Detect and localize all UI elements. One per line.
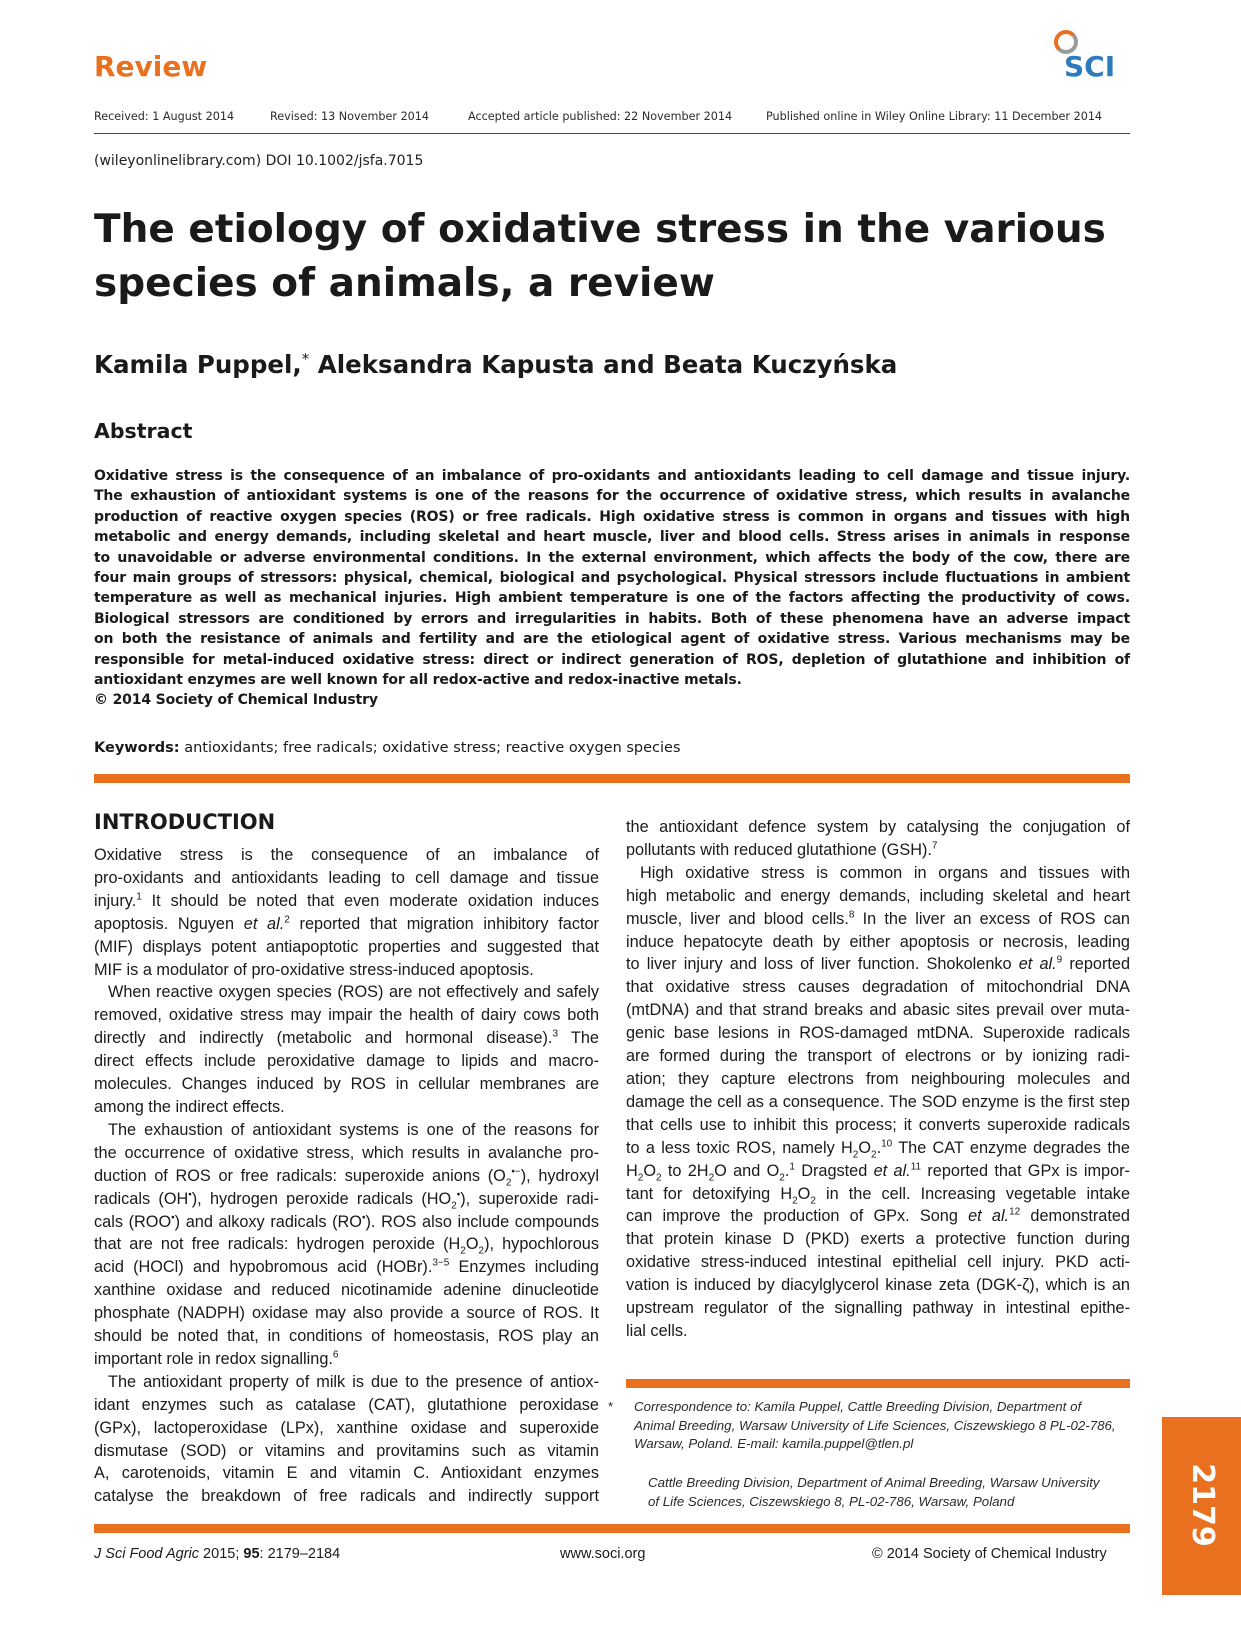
body-text-line: $H_2O_2$ to $2H_2O$ and $O_2.^1$ Dragsted et al.$^{11}$ reported that GPx is impor- xyxy=(626,1161,1130,1183)
body-text-line: The exhaustion of antioxidant systems is one of the reasons for xyxy=(108,1120,599,1139)
body-text-line: phosphate (NADPH) oxidase may also provide a source of ROS. It xyxy=(94,1304,599,1323)
body-text-line: among the indirect effects. xyxy=(94,1097,285,1116)
body-text-line: to liver injury and loss of liver function. Shokolenko et al.$^9$ reported xyxy=(626,955,1130,974)
body-text-line: the antioxidant defence system by catalysing the conjugation of xyxy=(626,818,1130,836)
journal-website[interactable]: www.soci.org xyxy=(560,1546,646,1562)
body-text-line: high metabolic and energy demands, including skeletal and heart xyxy=(626,886,1130,905)
journal-name: J Sci Food Agric xyxy=(94,1546,200,1562)
sci-logo-text: SCI xyxy=(1064,50,1116,83)
journal-volume: 95 xyxy=(243,1546,260,1562)
body-text-line: vation is induced by diacylglycerol kinase zeta (DGK-ζ), which is an xyxy=(626,1276,1130,1295)
abstract-line: on both the resistance of animals and fertility and are the etiological agent of oxidative stress. Various mechanisms may be xyxy=(94,631,1130,648)
body-text-line: damage the cell as a consequence. The SOD enzyme is the first step xyxy=(626,1092,1130,1111)
abstract-line: The exhaustion of antioxidant systems is one of the reasons for the occurrence of oxidative stress, which results in avalanche xyxy=(94,488,1130,505)
correspondence-line: Correspondence to: Kamila Puppel, Cattle Breeding Division, Department of xyxy=(634,1399,1082,1414)
correspondence-line: Warsaw, Poland. E-mail: kamila.puppel@tlen.pl xyxy=(634,1436,914,1452)
body-text-line: should be noted that, in conditions of homeostasis, ROS play an xyxy=(94,1327,599,1346)
abstract-body xyxy=(94,466,1130,711)
footer-copyright: © 2014 Society of Chemical Industry xyxy=(872,1546,1107,1562)
abstract-line: antioxidant enzymes are well known for all redox-active and redox-inactive metals. xyxy=(94,672,742,689)
body-text-line: When reactive oxygen species (ROS) are not effectively and safely xyxy=(108,983,599,1002)
body-text-line: (mtDNA) and that strand breaks and abasic sites prevail over muta- xyxy=(626,1001,1130,1020)
keywords-list: antioxidants; free radicals; oxidative stress; reactive oxygen species xyxy=(179,740,681,756)
correspondence-line: Animal Breeding, Warsaw University of Life Sciences, Ciszewskiego 8 PL-02-786, xyxy=(634,1417,1116,1433)
body-text-line: duction of ROS or free radicals: superoxide anions $(O_2^{•-})$, hydroxyl xyxy=(94,1166,599,1188)
body-text-line: idant enzymes such as catalase (CAT), glutathione peroxidase xyxy=(94,1395,599,1414)
body-text-line: ation; they capture electrons from neighbouring molecules and xyxy=(626,1069,1130,1088)
body-text-line: A, carotenoids, vitamin E and vitamin C. Antioxidant enzymes xyxy=(94,1464,599,1483)
abstract-line: Oxidative stress is the consequence of an imbalance of pro-oxidants and antioxidants leading to cell damage and tissue injury. xyxy=(94,468,1130,484)
right-column-body xyxy=(626,816,1130,1343)
body-text-line: genic base lesions in ROS-damaged mtDNA. Superoxide radicals xyxy=(626,1024,1130,1043)
sci-logo xyxy=(1050,28,1130,86)
body-text-line: lial cells. xyxy=(626,1321,688,1340)
title-line-1: The etiology of oxidative stress in the various xyxy=(94,207,1106,252)
body-text-line: injury.$^1$ It should be noted that even moderate oxidation induces xyxy=(94,891,599,910)
body-text-line: (MIF) displays potent antiapoptotic properties and suggested that xyxy=(94,937,599,956)
keywords-label: Keywords: xyxy=(94,740,180,756)
abstract-line: Biological stressors are conditioned by errors and irregularities in habits. Both of these phenomena have an adverse impact xyxy=(94,610,1130,627)
body-text-line: removed, oxidative stress may impair the health of dairy cows both xyxy=(94,1006,599,1025)
revised-date: Revised: 13 November 2014 xyxy=(270,110,430,123)
body-text-line: xanthine oxidase and reduced nicotinamide adenine dinucleotide xyxy=(94,1281,599,1300)
section-label: Review xyxy=(94,50,208,83)
body-text-line: pro-oxidants and antioxidants leading to cell damage and tissue xyxy=(94,868,599,887)
affiliation-note xyxy=(648,1474,1128,1511)
abstract-line: temperature as well as mechanical injuries. High ambient temperature is one of the factors affecting the productivity of cows. xyxy=(94,590,1130,607)
journal-citation xyxy=(94,1546,340,1562)
introduction-heading: INTRODUCTION xyxy=(94,810,276,834)
doi: (wileyonlinelibrary.com) DOI 10.1002/jsfa.7015 xyxy=(94,153,424,169)
header-divider xyxy=(94,133,1130,134)
journal-pages: : 2179–2184 xyxy=(259,1546,341,1562)
body-text-line: directly and indirectly (metabolic and hormonal disease).$^3$ The xyxy=(94,1028,599,1048)
body-text-line: catalyse the breakdown of free radicals and indirectly support xyxy=(94,1487,599,1506)
body-text-line: dismutase (SOD) or vitamins and provitamins such as vitamin xyxy=(94,1441,599,1460)
body-text-line: that are not free radicals: hydrogen peroxide $(H_2O_2)$, hypochlorous xyxy=(94,1235,599,1257)
affiliation-line: Cattle Breeding Division, Department of Animal Breeding, Warsaw University xyxy=(648,1475,1100,1490)
published-date: Published online in Wiley Online Library: 11 December 2014 xyxy=(766,110,1103,123)
abstract-line: metabolic and energy demands, including skeletal and heart muscle, liver and blood cells. Stress arises in animals in response xyxy=(94,529,1130,546)
left-column-body xyxy=(94,844,599,1508)
footnote-star: * xyxy=(608,1399,614,1414)
body-text-line: molecules. Changes induced by ROS in cellular membranes are xyxy=(94,1075,599,1094)
author-1: Kamila Puppel, xyxy=(94,350,302,380)
footnote-divider-bar xyxy=(626,1379,1130,1388)
body-text-line: tant for detoxifying $H_2O_2$ in the cell. Increasing vegetable intake xyxy=(626,1184,1130,1206)
accepted-date: Accepted article published: 22 November 2014 xyxy=(468,110,733,123)
body-text-line: pollutants with reduced glutathione (GSH).$^7$ xyxy=(626,840,938,859)
body-text-line: important role in redox signalling.$^6$ xyxy=(94,1349,339,1368)
body-text-line: Oxidative stress is the consequence of an imbalance of xyxy=(94,846,599,864)
body-text-line: radicals (OH•), hydrogen peroxide radicals $(HO_2^•)$, superoxide radi- xyxy=(94,1189,599,1211)
body-text-line: cals (ROO•) and alkoxy radicals (RO•). ROS also include compounds xyxy=(94,1212,599,1231)
body-text-line: High oxidative stress is common in organs and tissues with xyxy=(640,863,1130,882)
footer-divider-bar xyxy=(94,1524,1130,1533)
keywords xyxy=(94,740,681,756)
copyright-line: © 2014 Society of Chemical Industry xyxy=(94,692,378,709)
author-others: Aleksandra Kapusta and Beata Kuczyńska xyxy=(309,350,898,380)
body-text-line: are formed during the transport of electrons or by ionizing radi- xyxy=(626,1047,1130,1066)
page-number: 2179 xyxy=(1185,1463,1221,1547)
abstract-line: responsible for metal-induced oxidative stress: direct or indirect generation of ROS, depletion of glutathione and inhibition of xyxy=(94,651,1130,668)
received-date: Received: 1 August 2014 xyxy=(94,110,235,123)
body-text-line: acid (HOCl) and hypobromous acid (HOBr).$^{3-5}$ Enzymes including xyxy=(94,1257,599,1277)
corresponding-author-mark: * xyxy=(301,350,310,368)
body-text-line: that cells use to inhibit this process; it converts superoxide radicals xyxy=(626,1115,1130,1134)
body-text-line: direct effects include peroxidative damage to lipids and macro- xyxy=(94,1052,599,1071)
authors xyxy=(94,350,897,379)
body-text-line: that protein kinase D (PKD) exerts a protective function during xyxy=(626,1230,1130,1249)
body-text-line: the occurrence of oxidative stress, which results in avalanche pro- xyxy=(94,1143,599,1162)
body-text-line: oxidative stress-induced intestinal epithelial cell injury. PKD acti- xyxy=(626,1253,1130,1272)
journal-year: 2015; xyxy=(199,1546,244,1562)
body-text-line: to a less toxic ROS, namely $H_2O_2.^{10}$ The CAT enzyme degrades the xyxy=(626,1138,1130,1160)
abstract-line: four main groups of stressors: physical, chemical, biological and psychological. Physical stressors include fluctuations in ambient xyxy=(94,570,1130,587)
abstract-line: to unavoidable or adverse environmental conditions. In the external environment, which affects the body of the cow, there are xyxy=(94,549,1130,566)
body-text-line: (GPx), lactoperoxidase (LPx), xanthine oxidase and superoxide xyxy=(94,1418,599,1437)
title-line-2: species of animals, a review xyxy=(94,261,715,306)
body-text-line: The antioxidant property of milk is due to the presence of antiox- xyxy=(108,1372,599,1391)
body-text-line: muscle, liver and blood cells.$^8$ In the liver an excess of ROS can xyxy=(626,909,1130,928)
abstract-divider-bar xyxy=(94,774,1130,783)
body-text-line: MIF is a modulator of pro-oxidative stress-induced apoptosis. xyxy=(94,960,534,979)
body-text-line: apoptosis. Nguyen et al.$^2$ reported that migration inhibitory factor xyxy=(94,914,599,933)
correspondence-note xyxy=(608,1398,1128,1454)
body-text-line: can improve the production of GPx. Song et al.$^{12}$ demonstrated xyxy=(626,1206,1130,1226)
article-title xyxy=(94,203,1134,311)
body-text-line: upstream regulator of the signalling pathway in intestinal epithe- xyxy=(626,1299,1130,1318)
affiliation-line: of Life Sciences, Ciszewskiego 8, PL-02-786, Warsaw, Poland xyxy=(648,1493,1015,1509)
body-text-line: that oxidative stress causes degradation of mitochondrial DNA xyxy=(626,978,1130,997)
abstract-line: production of reactive oxygen species (ROS) or free radicals. High oxidative stress is common in organs and tissues with high xyxy=(94,508,1130,525)
body-text-line: induce hepatocyte death by either apoptosis or necrosis, leading xyxy=(626,932,1130,951)
abstract-heading: Abstract xyxy=(94,419,193,443)
